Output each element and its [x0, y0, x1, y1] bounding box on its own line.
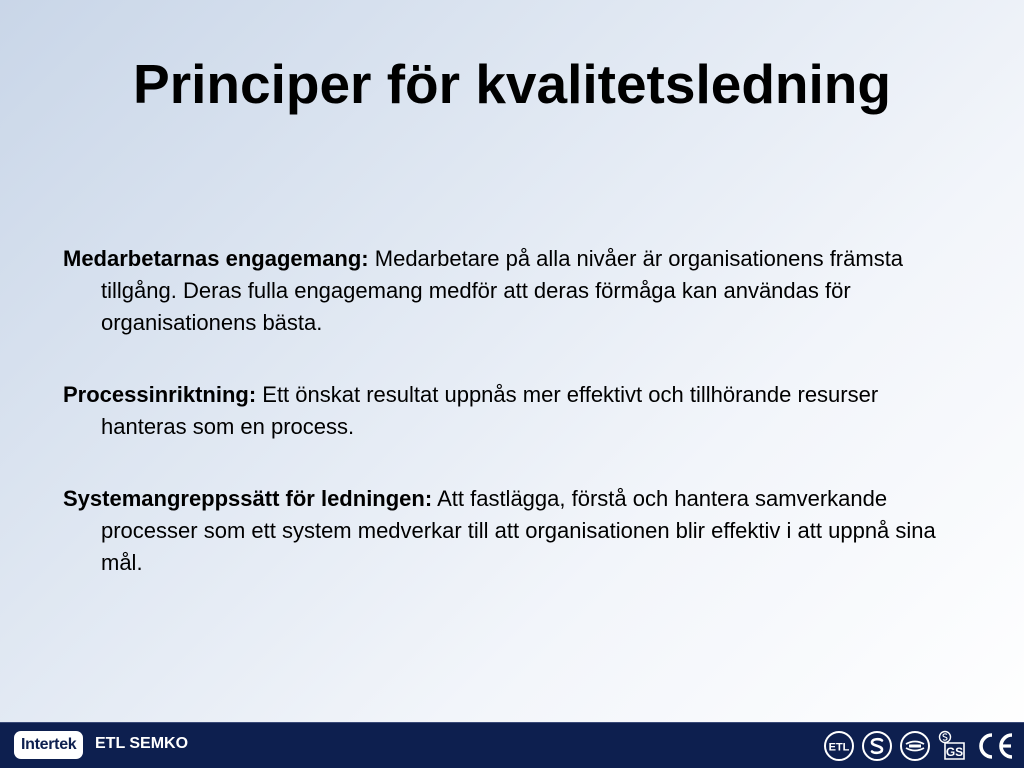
s-mark-icon — [860, 729, 894, 763]
bullet-term: Processinriktning: — [63, 382, 257, 407]
bullet-text: Medarbetare på alla nivåer är organisationens främsta tillgång. Deras fulla engagemang medför att deras förmåga kan användas för organisationens bästa. — [101, 246, 904, 335]
certification-marks — [822, 728, 1016, 764]
intertek-logo — [14, 731, 83, 759]
svg-text:ETL: ETL — [828, 741, 850, 754]
bullet-text: Att fastlägga, förstå och hantera samverkande processer som ett system medverkar till att organisationen blir effektiv i att uppnå sina mål. — [101, 486, 936, 575]
ce-mark-icon — [974, 729, 1016, 763]
brand-name: ETL SEMKO — [95, 735, 189, 752]
bullet-item — [63, 379, 963, 443]
bullet-text: Ett önskat resultat uppnås mer effektivt och tillhörande resurser hanteras som en process. — [101, 382, 879, 439]
etl-mark-icon — [822, 729, 856, 763]
bullet-term: Medarbetarnas engagemang: — [63, 246, 369, 271]
logo-text: Intertek — [21, 736, 77, 753]
svg-text:GS: GS — [945, 745, 964, 759]
bullet-term: Systemangreppssätt för ledningen: — [63, 486, 433, 511]
gs-mark-icon — [936, 729, 970, 763]
semko-mark-icon — [898, 729, 932, 763]
slide-title: Principer för kvalitetsledning — [133, 53, 891, 115]
bullet-item — [63, 243, 963, 339]
bullet-list — [63, 243, 963, 619]
footer-bar — [0, 722, 1024, 768]
bullet-item — [63, 483, 963, 579]
